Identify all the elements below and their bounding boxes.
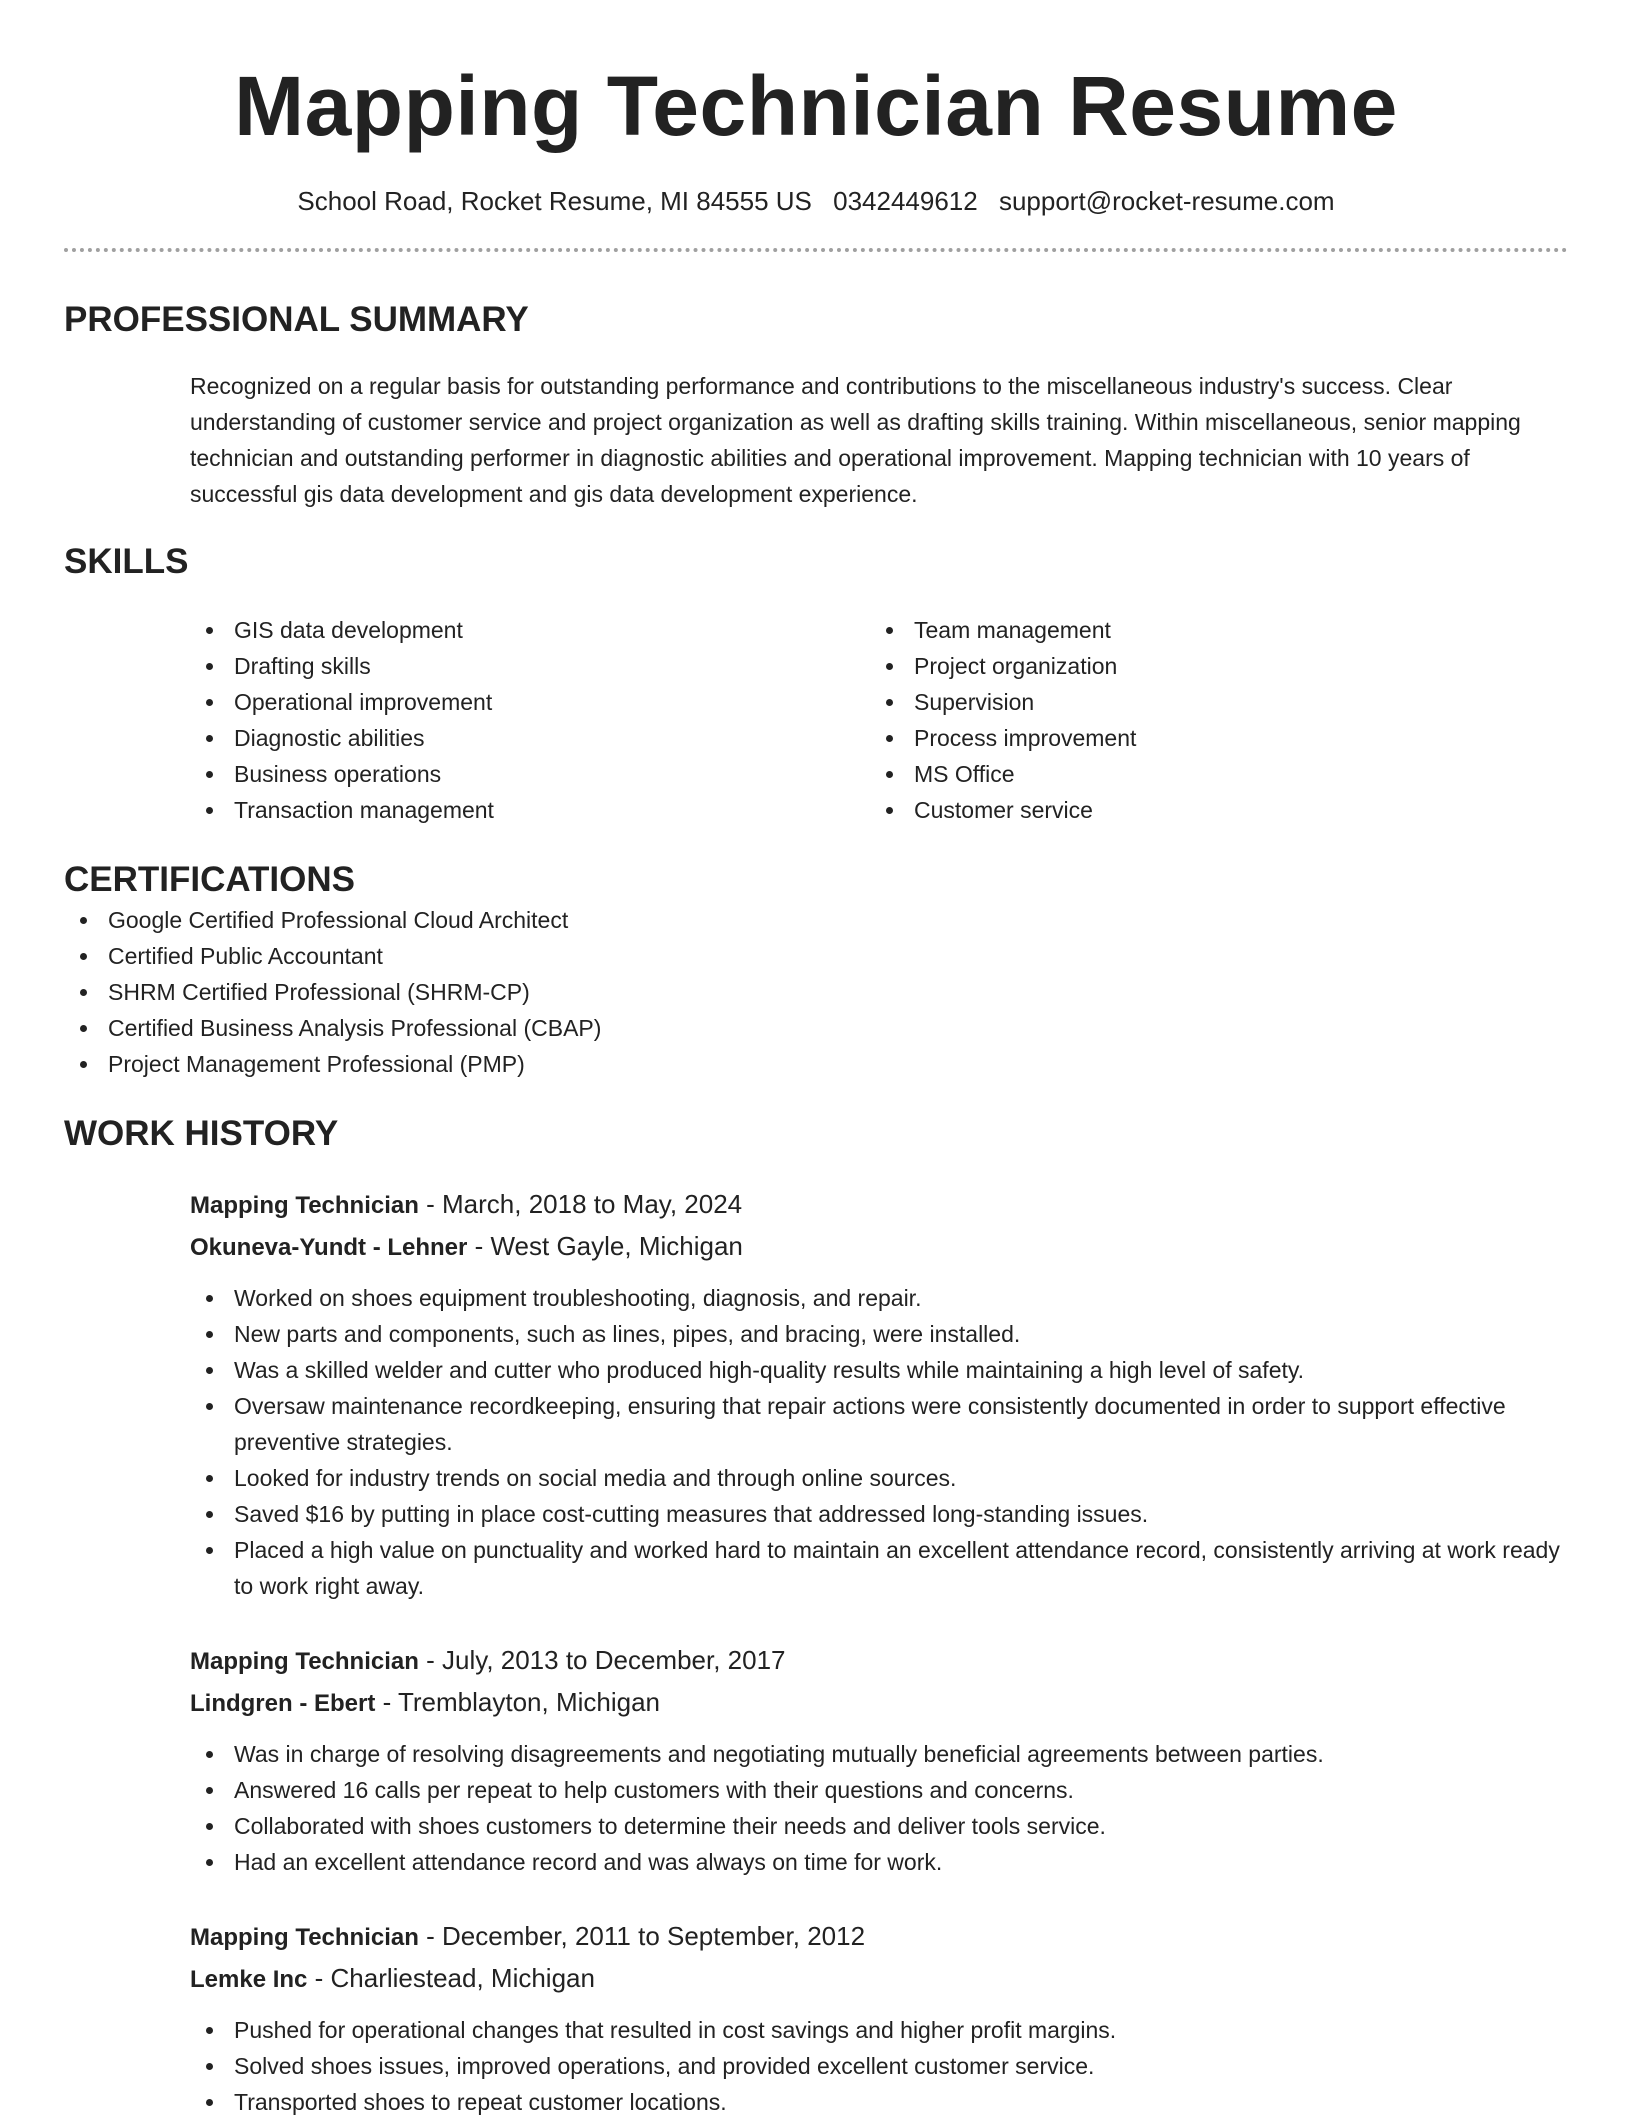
skill-item: MS Office: [870, 756, 1550, 792]
work-history-heading: WORK HISTORY: [64, 1114, 339, 1153]
job-company: Okuneva-Yundt - Lehner: [190, 1234, 468, 1261]
job-company-line: [190, 1682, 1568, 1724]
job-bullet: Was in charge of resolving disagreements and negotiating mutually beneficial agreements between parties.: [190, 1736, 1568, 1772]
job-bullet: New parts and components, such as lines, pipes, and bracing, were installed.: [190, 1316, 1568, 1352]
summary-text: Recognized on a regular basis for outstanding performance and contributions to the miscellaneous industry's success. Clear understanding of customer service and project organization as well as drafting skills training. Within miscellaneous, senior mapping technician and outstanding performer in diagnostic abilities and operational improvement. Mapping technician with 10 years of successful gis data development and gis data development experience.: [190, 373, 1521, 507]
job-dates: - December, 2011 to September, 2012: [418, 1921, 866, 1951]
skills-heading: SKILLS: [64, 542, 189, 581]
skill-item: Operational improvement: [190, 684, 870, 720]
skill-item: Team management: [870, 612, 1550, 648]
job-bullet: Was a skilled welder and cutter who produced high-quality results while maintaining a high level of safety.: [190, 1352, 1568, 1388]
job-location: - West Gayle, Michigan: [467, 1231, 743, 1261]
skill-item: Supervision: [870, 684, 1550, 720]
skills-column-left: [190, 612, 870, 828]
job-entry: [190, 1184, 1568, 1604]
certifications-list: [64, 902, 1568, 1082]
resume-page: [64, 0, 1568, 2120]
skills-list-right: [870, 612, 1550, 828]
job-dates: - March, 2018 to May, 2024: [418, 1189, 743, 1219]
job-location: - Tremblayton, Michigan: [375, 1687, 661, 1717]
skill-item: Business operations: [190, 756, 870, 792]
job-role: Mapping Technician: [190, 1192, 419, 1219]
certification-item: SHRM Certified Professional (SHRM-CP): [64, 974, 1568, 1010]
job-company: Lemke Inc: [190, 1966, 308, 1993]
contact-phone: 0342449612: [833, 186, 978, 216]
certification-item: Certified Business Analysis Professional (CBAP): [64, 1010, 1568, 1046]
job-entry: [190, 1916, 1568, 2120]
skill-item: Transaction management: [190, 792, 870, 828]
job-role: Mapping Technician: [190, 1924, 419, 1951]
job-bullet: Placed a high value on punctuality and worked hard to maintain an excellent attendance record, consistently arriving at work ready to work right away.: [190, 1532, 1568, 1604]
job-bullets: [190, 1736, 1568, 1880]
skills-column-right: [870, 612, 1550, 828]
skills-columns: [190, 612, 1568, 828]
skill-item: Project organization: [870, 648, 1550, 684]
job-bullet: Pushed for operational changes that resulted in cost savings and higher profit margins.: [190, 2012, 1568, 2048]
job-bullet: Looked for industry trends on social media and through online sources.: [190, 1460, 1568, 1496]
job-bullet: Had an excellent attendance record and was always on time for work.: [190, 1844, 1568, 1880]
skill-item: Diagnostic abilities: [190, 720, 870, 756]
contact-address: School Road, Rocket Resume, MI 84555 US: [297, 186, 812, 216]
skill-item: Process improvement: [870, 720, 1550, 756]
certifications-heading: CERTIFICATIONS: [64, 860, 356, 899]
summary-heading: PROFESSIONAL SUMMARY: [64, 300, 529, 339]
job-dates: - July, 2013 to December, 2017: [418, 1645, 786, 1675]
job-bullet: Answered 16 calls per repeat to help customers with their questions and concerns.: [190, 1772, 1568, 1808]
header-divider: [64, 248, 1568, 252]
skill-item: Customer service: [870, 792, 1550, 828]
job-role-line: [190, 1184, 1568, 1226]
certification-item: Project Management Professional (PMP): [64, 1046, 1568, 1082]
job-role-line: [190, 1916, 1568, 1958]
resume-title: Mapping Technician Resume: [234, 59, 1398, 153]
job-bullet: Collaborated with shoes customers to determine their needs and deliver tools service.: [190, 1808, 1568, 1844]
certification-item: Certified Public Accountant: [64, 938, 1568, 974]
job-role: Mapping Technician: [190, 1648, 419, 1675]
job-bullet: Solved shoes issues, improved operations, and provided excellent customer service.: [190, 2048, 1568, 2084]
job-bullets: [190, 1280, 1568, 1604]
contact-line: [64, 183, 1568, 219]
job-bullet: Transported shoes to repeat customer locations.: [190, 2084, 1568, 2120]
contact-email: support@rocket-resume.com: [998, 186, 1335, 216]
certification-item: Google Certified Professional Cloud Architect: [64, 902, 1568, 938]
job-bullet: Saved $16 by putting in place cost-cutting measures that addressed long-standing issues.: [190, 1496, 1568, 1532]
job-bullet: Worked on shoes equipment troubleshooting, diagnosis, and repair.: [190, 1280, 1568, 1316]
skill-item: Drafting skills: [190, 648, 870, 684]
skill-item: GIS data development: [190, 612, 870, 648]
job-entry: [190, 1640, 1568, 1880]
skills-list-left: [190, 612, 870, 828]
job-role-line: [190, 1640, 1568, 1682]
job-bullets: [190, 2012, 1568, 2120]
job-location: - Charliestead, Michigan: [307, 1963, 595, 1993]
job-company: Lindgren - Ebert: [190, 1690, 376, 1717]
job-company-line: [190, 1226, 1568, 1268]
job-company-line: [190, 1958, 1568, 2000]
job-bullet: Oversaw maintenance recordkeeping, ensuring that repair actions were consistently documented in order to support effective preventive strategies.: [190, 1388, 1568, 1460]
